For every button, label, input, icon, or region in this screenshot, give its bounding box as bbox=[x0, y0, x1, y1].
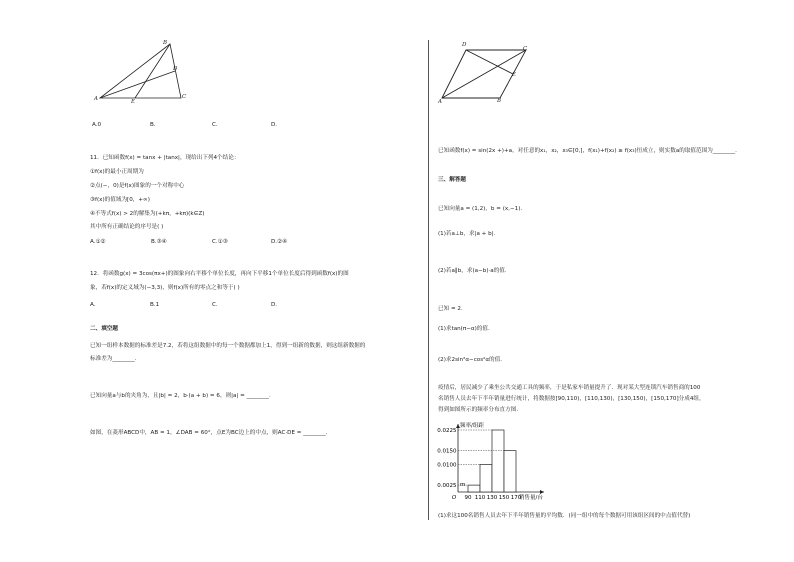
label-c: C bbox=[523, 46, 528, 52]
q11-stem: 11．已知函数f(x) = tanx + |tanx|，现给出下列4个结论： bbox=[90, 155, 240, 161]
x-tick-label: 150 bbox=[498, 495, 510, 501]
frequency-histogram bbox=[428, 420, 543, 502]
label-c: C bbox=[182, 94, 187, 100]
triangle-figure bbox=[95, 42, 195, 102]
fill-1-line-2: 标准差为________. bbox=[90, 356, 137, 362]
fill-1-line-1: 已知一组样本数据的标准差是7.2，若将这组数据中的每一个数据都加上1，得到一组新的数据，则这组新数据的 bbox=[90, 343, 366, 349]
q10-option-d: D. bbox=[271, 122, 278, 128]
label-d: D bbox=[173, 66, 178, 72]
histogram-bar bbox=[480, 464, 492, 492]
p1-part-2: (2)若a∥b，求(a−b)·a的值. bbox=[438, 268, 507, 274]
label-e: E bbox=[131, 99, 136, 105]
y-tick-label: 0.0225 bbox=[437, 428, 457, 434]
section-3-title: 三、解答题 bbox=[438, 177, 466, 183]
q12-stem-1: 12．将函数g(x) = 3cos(πx+)的图象向右平移个单位长度，再向下平移1个单位长度后得到函数f(x)的图 bbox=[90, 271, 349, 277]
q12-option-c: C. bbox=[212, 302, 218, 308]
histogram-bar bbox=[504, 451, 516, 492]
fill-2: 已知向量a与b的夹角为，且|b| = 2，b·(a + b) = 6，则|a| = ________. bbox=[90, 393, 271, 399]
p3-line-1: 疫情后，居民减少了乘坐公共交通工具的频率，于是私家车销量提升了．现对某大型连锁汽车销售商的100 bbox=[438, 385, 701, 391]
x-tick-label: 130 bbox=[486, 495, 498, 501]
q11-item-1: ①f(x)的最小正周期为 bbox=[90, 169, 144, 175]
x-tick-label: 110 bbox=[474, 495, 486, 501]
origin-label: O bbox=[451, 495, 457, 501]
x-tick-label: 90 bbox=[464, 495, 472, 501]
rhombus-figure bbox=[438, 46, 538, 106]
q11-option-b: B.③④ bbox=[151, 239, 167, 245]
p1-stem: 已知向量a = (1,2)，b = (x,−1). bbox=[438, 206, 523, 212]
p2-part-2: (2)求2sin²α−cos²α的值. bbox=[438, 357, 503, 363]
q11-item-4: ④不等式f(x) > 2的解集为(+kπ，+kπ)(k∈Z) bbox=[90, 211, 205, 217]
x-tick-label: 170 bbox=[510, 495, 522, 501]
q11-option-c: C.①③ bbox=[212, 239, 228, 245]
q11-option-a: A.①② bbox=[90, 239, 106, 245]
y-tick-label: 0.0100 bbox=[437, 462, 457, 469]
p3-part-1: (1)求这100名销售人员去年下半年销售量的平均数．(同一组中的每个数据可用该组区间的中点值代替) bbox=[438, 513, 691, 519]
y-axis-label: 频率/组距 bbox=[460, 423, 484, 429]
histogram-bar bbox=[492, 430, 504, 492]
y-tick-label-m: m bbox=[460, 482, 466, 488]
label-e: E bbox=[512, 72, 517, 78]
y-tick-label: 0.0025 bbox=[437, 483, 457, 490]
q12-option-d: D. bbox=[271, 302, 278, 308]
label-a: A bbox=[438, 99, 442, 105]
q11-option-d: D.②④ bbox=[271, 239, 288, 245]
label-a: A bbox=[94, 96, 98, 102]
section-2-title: 二、填空题 bbox=[90, 326, 118, 332]
p2-part-1: (1)求tan(π−α)的值. bbox=[438, 326, 490, 332]
q12-stem-2: 象，若f(x)的定义域为(−3,3)，则f(x)所有的零点之和等于( ) bbox=[90, 285, 240, 291]
p3-line-2: 名销售人员去年下半年销量进行统计，将数据按[90,110)，[110,130)，[130,150)，[150,170]分成4组， bbox=[438, 396, 705, 402]
label-d: D bbox=[462, 42, 467, 48]
y-tick-label: 0.0150 bbox=[437, 448, 457, 455]
p3-line-3: 得到如图所示的频率分布直方图. bbox=[438, 407, 519, 413]
x-axis-label: 销售量/台 bbox=[519, 495, 543, 501]
histogram-bar bbox=[468, 485, 480, 492]
label-b: B bbox=[163, 40, 168, 46]
q11-ask: 其中所有正确结论的序号是( ) bbox=[90, 224, 164, 230]
q11-item-3: ③f(x)的值域为[0，+∞) bbox=[90, 197, 150, 203]
q12-option-a: A. bbox=[90, 302, 96, 308]
q10-option-a: A.0 bbox=[92, 122, 102, 128]
fill-3: 如图，在菱形ABCD中，AB = 1，∠DAB = 60°，点E为BC边上的中点，则AC·DE = ________. bbox=[90, 430, 328, 436]
fill-4: 已知函数f(x) = sin(2x +)+a，对任意的x₁，x₂，x₃∈[0,]，f(x₁)+f(x₂) ≥ f(x₃)恒成立，则实数a的取值范围为________. bbox=[438, 148, 737, 154]
x-axis-arrow bbox=[540, 490, 544, 494]
q11-item-2: ②点(−，0)是f(x)图象的一个对称中心 bbox=[90, 183, 185, 189]
q10-option-b: B. bbox=[150, 122, 156, 128]
p1-part-1: (1)若a⊥b，求|a + b|. bbox=[438, 231, 496, 237]
label-b: B bbox=[497, 98, 502, 104]
p2-stem: 已知 = 2. bbox=[438, 306, 463, 312]
q10-option-c: C. bbox=[212, 122, 218, 128]
q12-option-b: B.1 bbox=[150, 302, 160, 308]
